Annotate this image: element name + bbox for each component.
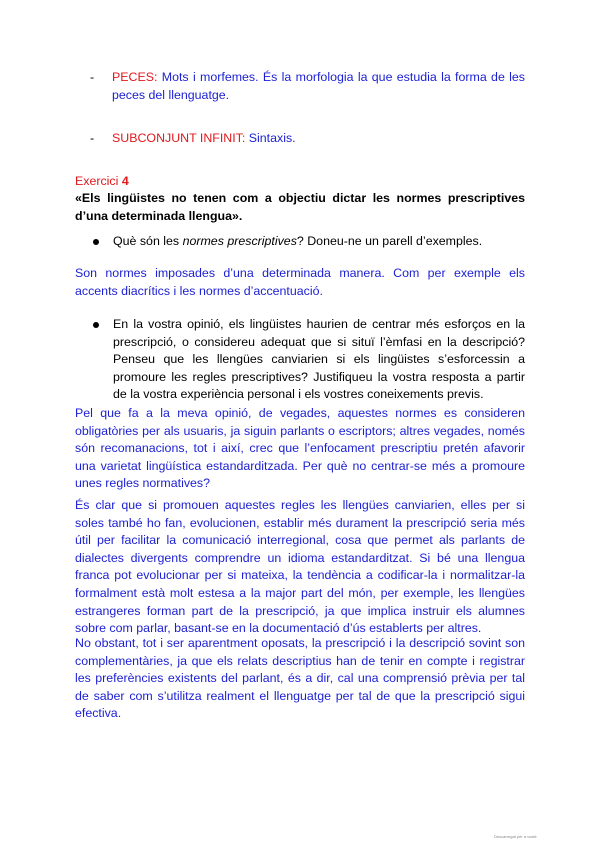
exercise-statement: «Els lingüistes no tenen com a objectiu dictar les normes prescriptives d’una determinada llengua». xyxy=(75,191,525,223)
exercise-label: Exercici xyxy=(75,174,122,188)
term-definition: Sintaxis. xyxy=(245,131,296,145)
question-text xyxy=(113,233,525,251)
question-text-part: ? Doneu-ne un parell d’exemples. xyxy=(296,234,483,248)
question-italic-term: normes prescriptives xyxy=(182,234,297,248)
dash-bullet: - xyxy=(90,70,95,84)
answer-2: Pel que fa a la meva opinió, de vegades, aquestes normes es consideren obligatòries per als usuaris, ja siguin parlants o escriptors; altres vegades, només són recomanacions, tot i així, crec que l’enfocament prescriptiu pretén afavorir una varietat lingüística estandarditzada. Per què no centrar-se més a promoure unes regles normatives? xyxy=(75,406,525,491)
term-definition: Mots i morfemes. És la morfologia la que estudia la forma de les peces del llenguatge. xyxy=(112,70,525,102)
footer-watermark: Descarregat per a vostè xyxy=(494,834,537,839)
answer-1: Son normes imposades d’una determinada manera. Com per exemple els accents diacrítics i les normes d’accentuació. xyxy=(75,266,525,298)
list-item-text xyxy=(112,130,525,148)
answer-4: No obstant, tot i ser aparentment oposats, la prescripció i la descripció sovint son complementàries, ja que els relats descriptius han de tenir en compte i registrar les preferències existents del parlant, és a dir, cal una comprensió prèvia per tal de saber com s’utilitza realment el llenguatge per tal de que la prescripció sigui efectiva. xyxy=(75,636,525,721)
exercise-number: 4 xyxy=(121,174,129,188)
bullet-dot xyxy=(93,322,99,328)
question-text-part: Què són les xyxy=(113,234,183,248)
exercise-heading xyxy=(75,173,525,191)
answer-3: És clar que si promouen aquestes regles les llengües canviarien, elles per si soles també ho fan, evolucionen, establir més durament la prescripció seria més útil per facilitar la comunicació interregional, cosa que permet als parlants de dialectes divergents comprendre un idioma estandarditzat. Si bé una llengua franca pot evolucionar per si mateixa, la tendència a codificar-la i normalitzar-la formalment està molt estesa a la major part del món, per exemple, les llengües estrangeres forman part de la prescripció, ja que implica instruir els alumnes sobre com parlar, basant-se en la documentació d’ús establerts per altres. xyxy=(75,498,525,636)
bullet-dot xyxy=(93,239,99,245)
dash-bullet: - xyxy=(90,131,95,145)
term-label: SUBCONJUNT INFINIT: xyxy=(112,131,246,145)
term-label: PECES: xyxy=(112,70,158,84)
question-text: En la vostra opinió, els lingüistes haurien de centrar més esforços en la prescripció, o considereu adequat que si situï l’èmfasi en la descripció? Penseu que les llengües canviarien si els lingüistes s’esforcessin a promoure les regles prescriptives? Justifiqueu la vostra resposta a partir de la vostra experiència personal i els vostres coneixements previs. xyxy=(113,317,525,402)
list-item-text xyxy=(112,69,525,104)
